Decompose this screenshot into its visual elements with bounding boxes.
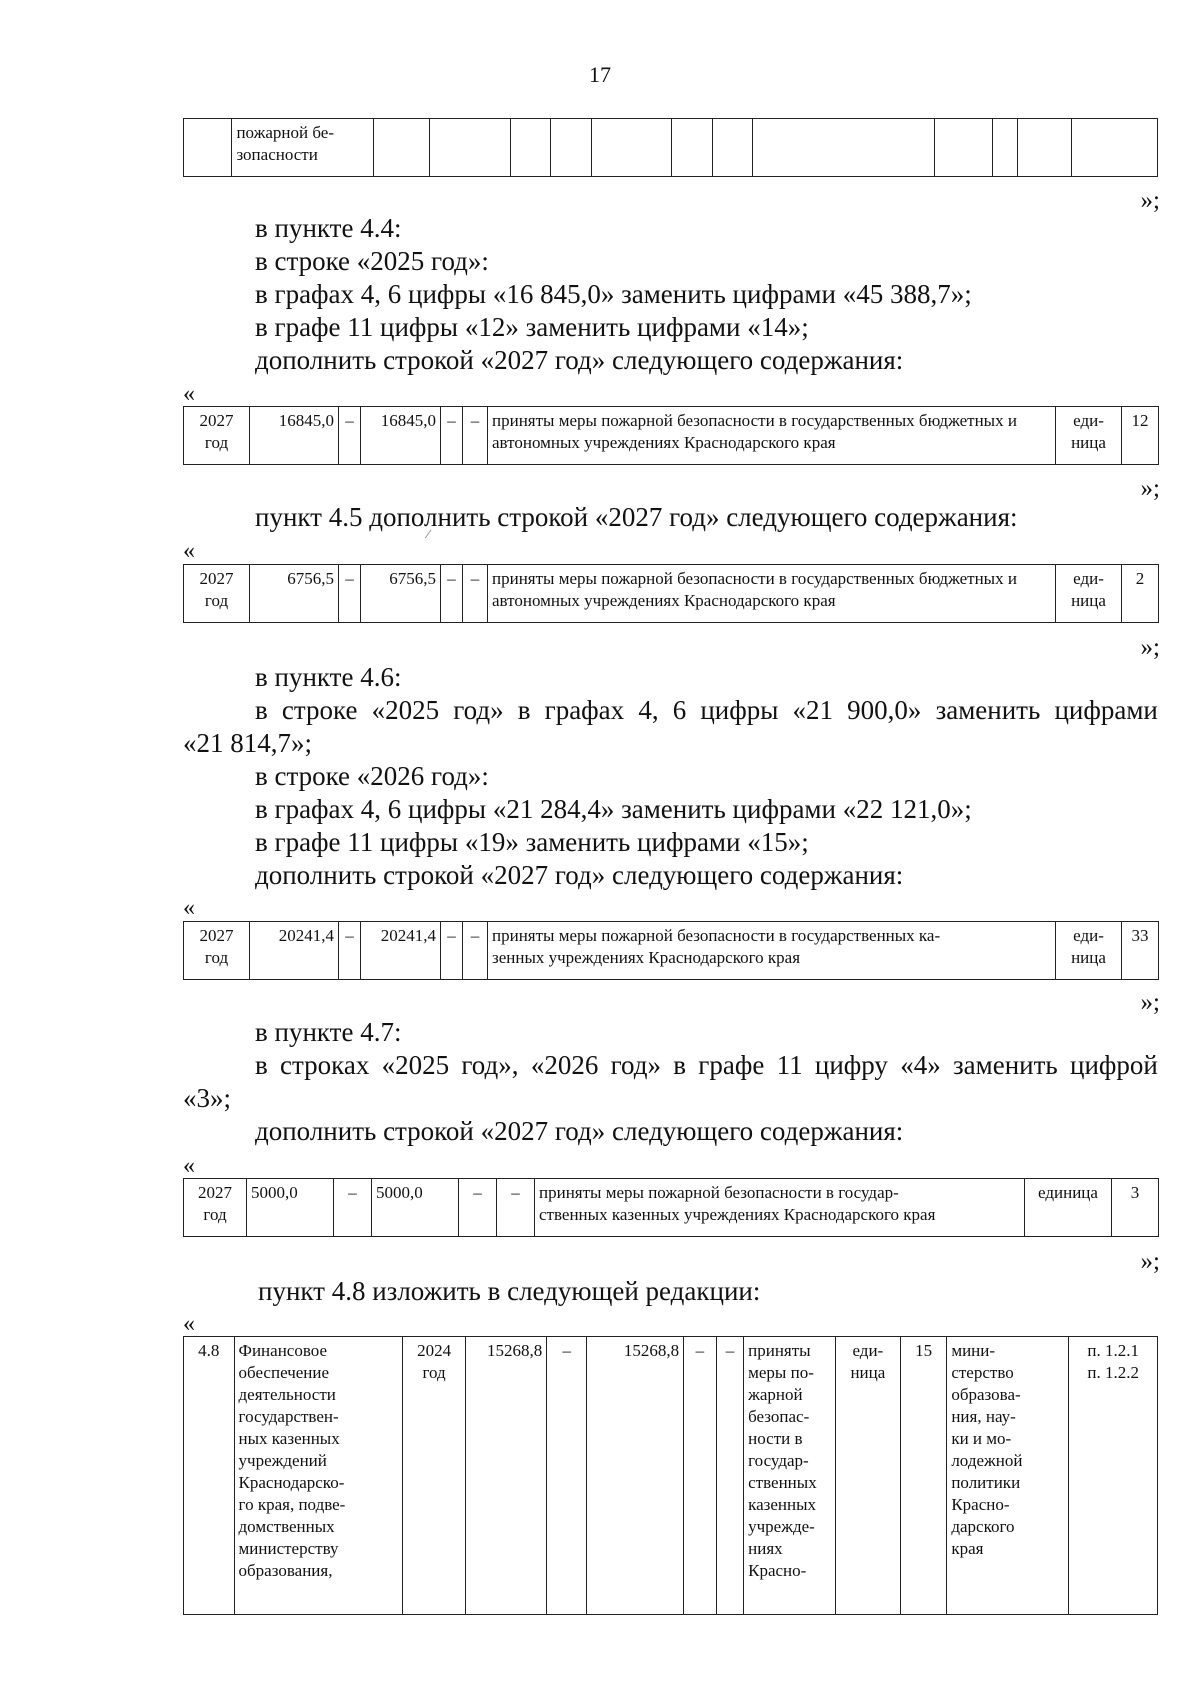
reference-cell: п. 1.2.1 п. 1.2.2 — [1069, 1337, 1158, 1615]
unit-cell: единица — [1025, 1179, 1112, 1237]
value-cell: – — [463, 922, 488, 980]
word: в — [255, 1050, 268, 1080]
value-cell: 15268,8 — [466, 1337, 547, 1615]
word: год» — [453, 695, 504, 725]
word: «21 — [792, 695, 834, 725]
paragraph-line: в пункте 4.6: — [255, 662, 402, 692]
value-cell: – — [684, 1337, 717, 1615]
year-cell: 2027 год — [184, 565, 250, 623]
table-cell — [1017, 119, 1072, 177]
unit-cell: еди- ница — [1056, 922, 1122, 980]
word: 4, — [638, 695, 659, 725]
row-table-4-6 — [183, 921, 1159, 980]
word: цифры — [700, 695, 779, 725]
value-cell: – — [441, 922, 463, 980]
table-cell — [551, 119, 591, 177]
table-cell — [430, 119, 511, 177]
result-cell: приняты меры по- жарной безопас- ности в государ- ственных казенных учрежде- ниях Красно- — [744, 1337, 836, 1615]
table-cell — [1072, 119, 1158, 177]
executor-cell: мини- стерство образова- ния, нау- ки и мо- лодежной политики Красно- дарского края — [947, 1337, 1069, 1615]
word: «4» — [900, 1050, 941, 1080]
word: строке — [281, 695, 358, 725]
word: в — [255, 695, 268, 725]
value-cell: – — [339, 922, 361, 980]
row-table-4-4 — [183, 406, 1159, 465]
paragraph-line: «21 814,7»; — [183, 728, 313, 758]
value-cell: – — [463, 407, 488, 465]
justified-line — [255, 694, 1158, 726]
paragraph-line: дополнить строкой «2027 год» следующего содержания: — [255, 345, 904, 375]
table-cell — [993, 119, 1017, 177]
row-table-4-5 — [183, 564, 1159, 623]
unit-cell: еди- ница — [1056, 565, 1122, 623]
word: год», — [461, 1050, 519, 1080]
word: цифрами — [1054, 695, 1158, 725]
paragraph-line: в графе 11 цифры «12» заменить цифрами «14»; — [255, 312, 809, 342]
value-cell: 6756,5 — [250, 565, 339, 623]
result-cell: приняты меры пожарной безопасности в государственных бюджетных и автономных учреждениях Краснодарского края — [488, 565, 1056, 623]
opening-quote: « — [183, 895, 195, 921]
value-cell: 5000,0 — [247, 1179, 334, 1237]
year-cell: 2027 год — [184, 922, 250, 980]
result-cell: приняты меры пожарной безопасности в государственных бюджетных и автономных учреждениях Краснодарского края — [488, 407, 1056, 465]
paragraph-line: пункт 4.8 изложить в следующей редакции: — [258, 1276, 761, 1306]
paragraph-line: «3»; — [183, 1083, 232, 1113]
value-cell: – — [716, 1337, 743, 1615]
item-number-cell: 4.8 — [184, 1337, 235, 1615]
opening-quote: « — [183, 1311, 195, 1337]
value-cell: 6756,5 — [361, 565, 441, 623]
table-cell — [712, 119, 752, 177]
word: цифру — [814, 1050, 888, 1080]
word: «2025 — [381, 1050, 450, 1080]
word: цифрой — [1070, 1050, 1158, 1080]
row-table-4-7 — [183, 1178, 1159, 1237]
opening-quote: « — [183, 1153, 195, 1179]
opening-quote: « — [183, 381, 195, 407]
paragraph-line: в строке «2025 год»: — [255, 246, 489, 276]
table-cell — [672, 119, 712, 177]
value-cell: 16845,0 — [250, 407, 339, 465]
value-cell: – — [459, 1179, 497, 1237]
word: заменить — [953, 1050, 1058, 1080]
paragraph-line: в пункте 4.4: — [255, 213, 402, 243]
closing-quote: »; — [1140, 634, 1160, 661]
closing-quote: »; — [1140, 475, 1160, 502]
word: в — [517, 695, 531, 725]
count-cell: 12 — [1122, 407, 1159, 465]
justified-line — [255, 1049, 1158, 1081]
year-cell: 2027 год — [184, 1179, 247, 1237]
word: графе — [698, 1050, 765, 1080]
page-number: 17 — [589, 62, 611, 87]
word: «2025 — [371, 695, 440, 725]
row-table-4-8 — [183, 1336, 1158, 1615]
result-cell: приняты меры пожарной безопасности в государственных ка- зенных учреждениях Краснодарского края — [488, 922, 1056, 980]
paragraph-line: в пункте 4.7: — [255, 1017, 402, 1047]
paragraph-line: в графе 11 цифры «19» заменить цифрами «15»; — [255, 827, 809, 857]
continued-table-fragment — [183, 118, 1158, 177]
unit-cell: еди- ница — [835, 1337, 900, 1615]
closing-quote: »; — [1140, 989, 1160, 1016]
count-cell: 15 — [901, 1337, 947, 1615]
word: 11 — [776, 1050, 803, 1080]
count-cell: 3 — [1112, 1179, 1159, 1237]
value-cell: – — [334, 1179, 372, 1237]
value-cell: – — [463, 565, 488, 623]
year-cell: 2024 год — [403, 1337, 466, 1615]
closing-quote: »; — [1140, 1248, 1160, 1275]
value-cell: 16845,0 — [361, 407, 441, 465]
paragraph-line: дополнить строкой «2027 год» следующего содержания: — [255, 1116, 904, 1146]
table-cell — [373, 119, 430, 177]
value-cell: 20241,4 — [250, 922, 339, 980]
value-cell: – — [441, 407, 463, 465]
value-cell: – — [497, 1179, 535, 1237]
unit-cell: еди- ница — [1056, 407, 1122, 465]
word: 900,0» — [847, 695, 922, 725]
value-cell: – — [339, 407, 361, 465]
year-cell: 2027 год — [184, 407, 250, 465]
opening-quote: « — [183, 538, 195, 564]
value-cell: 20241,4 — [361, 922, 441, 980]
count-cell: 33 — [1122, 922, 1159, 980]
value-cell: – — [339, 565, 361, 623]
count-cell: 2 — [1122, 565, 1159, 623]
table-cell — [591, 119, 672, 177]
paragraph-line: в строке «2026 год»: — [255, 761, 489, 791]
table-cell — [184, 119, 232, 177]
word: графах — [544, 695, 625, 725]
word: в — [673, 1050, 686, 1080]
paragraph-line: в графах 4, 6 цифры «16 845,0» заменить цифрами «45 388,7»; — [255, 279, 972, 309]
name-cell: Финансовое обеспечение деятельности государствен- ных казенных учреждений Краснодарско- го края, подве- домственных министерству образования, — [234, 1337, 402, 1615]
paragraph-line: дополнить строкой «2027 год» следующего содержания: — [255, 860, 904, 890]
word: «2026 — [530, 1050, 599, 1080]
result-cell: приняты меры пожарной безопасности в государ- ственных казенных учреждениях Краснодарского края — [535, 1179, 1025, 1237]
word: строках — [280, 1050, 370, 1080]
value-cell: – — [441, 565, 463, 623]
table-cell: пожарной бе- зопасности — [232, 119, 373, 177]
table-cell — [510, 119, 550, 177]
word: заменить — [935, 695, 1041, 725]
value-cell: 15268,8 — [587, 1337, 684, 1615]
word: год» — [610, 1050, 661, 1080]
table-cell — [934, 119, 993, 177]
value-cell: – — [547, 1337, 587, 1615]
table-cell — [753, 119, 935, 177]
paragraph-line: в графах 4, 6 цифры «21 284,4» заменить цифрами «22 121,0»; — [255, 794, 972, 824]
value-cell: 5000,0 — [372, 1179, 459, 1237]
paragraph-line: пункт 4.5 дополнить строкой «2027 год» следующего содержания: — [255, 502, 1018, 532]
closing-quote: »; — [1140, 187, 1160, 214]
word: 6 — [672, 695, 687, 725]
